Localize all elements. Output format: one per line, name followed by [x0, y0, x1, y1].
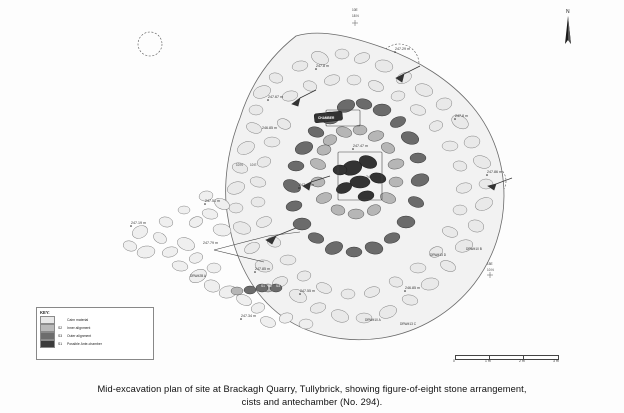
spot-height-label: 246.85 m — [262, 126, 277, 130]
spot-height-label: 247.86 m — [487, 170, 502, 174]
chamber-label: CHAMBER — [318, 116, 335, 120]
spot-height-label: 247.19 m — [131, 221, 146, 225]
spot-height-label: 247.51 m — [205, 199, 220, 203]
drawing-ref-label: DRW#10 B — [466, 247, 482, 251]
grid-reference-label: 10 N — [487, 268, 494, 272]
legend-swatch — [40, 340, 55, 348]
spot-height-label: 247.34 m — [241, 314, 256, 318]
spot-height-label: 247.46 m — [299, 183, 314, 187]
legend-row — [37, 316, 153, 324]
spot-height-label: 247.8 m — [455, 114, 468, 118]
scale-tick-label: 1 m — [485, 359, 491, 363]
caption-line-2: cists and antechamber (No. 294). — [241, 397, 383, 407]
grid-reference-label: 15E — [487, 262, 493, 266]
spot-height-label: 247.79 m — [203, 241, 218, 245]
legend-code: S2 — [58, 326, 63, 330]
legend-label: Possible Ante-chamber — [67, 342, 102, 346]
caption-line-1: Mid-excavation plan of site at Brackagh Quarry, Tullybrick, showing figure-of-eight stone arrangement, — [97, 384, 527, 394]
legend-row — [37, 324, 153, 332]
drawing-ref-label: DRW#10 A — [365, 318, 381, 322]
legend-swatch — [40, 324, 55, 332]
grid-label: 10 N — [236, 163, 243, 167]
spot-height-label: 247.55 m — [300, 289, 315, 293]
spot-height-label: 247.29 m — [395, 47, 410, 51]
drawing-ref-label: DRW#13 C — [400, 322, 417, 326]
legend-row — [37, 332, 153, 340]
svg-text:N: N — [566, 9, 570, 15]
alignment-code-s1: S1 — [261, 284, 265, 288]
figure-caption — [0, 383, 624, 409]
spot-height-label: 247.67 m — [268, 95, 283, 99]
scale-tick-label: 2 m — [519, 359, 525, 363]
spot-height-label: 247.47 m — [353, 144, 368, 148]
grid-reference-label: 10E — [352, 8, 358, 12]
legend-title: KEY: — [40, 310, 50, 315]
legend-label: Outer alignment — [67, 334, 92, 338]
scale-bar — [455, 352, 567, 366]
legend-swatch — [40, 332, 55, 340]
grid-reference-label: 18 N — [352, 14, 359, 18]
alignment-code-s2: S2 — [268, 284, 272, 288]
legend-label: Cairn material — [67, 318, 89, 322]
spot-height-label: 247.8 m — [316, 64, 329, 68]
spot-height-label: 247.85 m — [255, 267, 270, 271]
alignment-code-s3: S3 — [276, 284, 280, 288]
north-arrow — [565, 9, 571, 44]
scale-tick-label: 0 — [453, 359, 455, 363]
legend-label: Inner alignment — [67, 326, 91, 330]
spot-height-label: 247.29 m — [366, 175, 381, 179]
scale-tick-label: 3 m — [553, 359, 559, 363]
legend-code: S3 — [58, 334, 63, 338]
legend-swatch — [40, 316, 55, 324]
legend-row — [37, 340, 153, 348]
legend — [36, 307, 154, 360]
drawing-ref-label: DRW#2B A — [190, 274, 207, 278]
legend-code: S1 — [58, 342, 63, 346]
grid-label: 10 E — [250, 163, 257, 167]
spot-height-label: 246.85 m — [405, 286, 420, 290]
drawing-ref-label: DRW#13 D — [430, 253, 447, 257]
